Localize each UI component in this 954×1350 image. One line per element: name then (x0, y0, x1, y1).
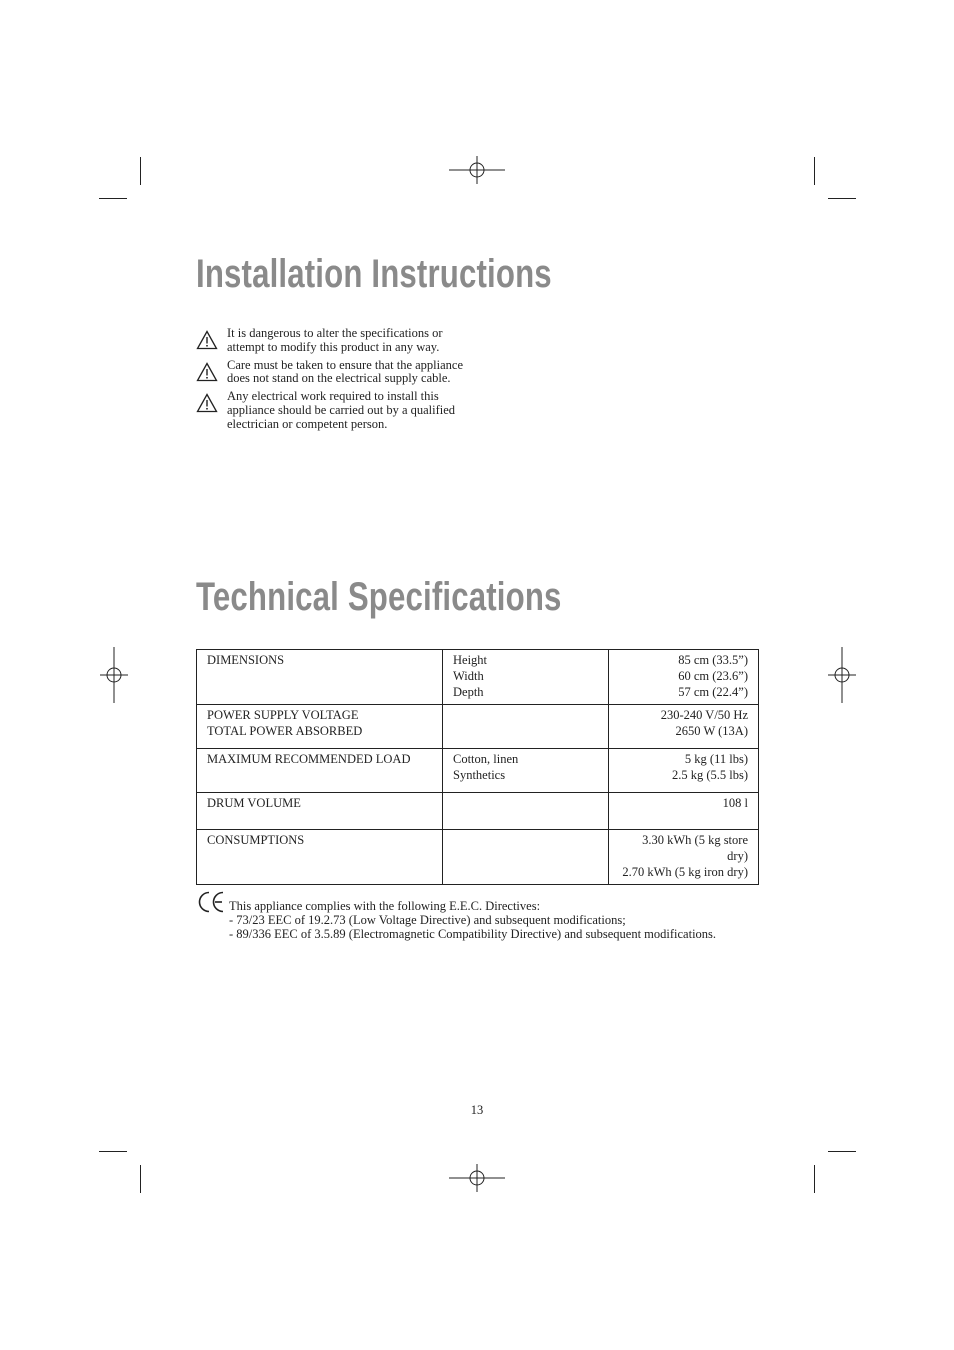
warning-list (196, 327, 496, 436)
spec-label: POWER SUPPLY VOLTAGE TOTAL POWER ABSORBED (197, 705, 443, 749)
registration-mark-icon (449, 1150, 505, 1206)
crop-mark (140, 1165, 141, 1193)
spec-label: MAXIMUM RECOMMENDED LOAD (197, 749, 443, 793)
registration-mark-icon (449, 142, 505, 198)
warning-item (196, 327, 496, 355)
warning-text: It is dangerous to alter the specifications or attempt to modify this product in any way. (227, 326, 443, 354)
spec-value: 3.30 kWh (5 kg store dry) 2.70 kWh (5 kg iron dry) (609, 830, 759, 885)
crop-mark (814, 1165, 815, 1193)
spec-value: 85 cm (33.5”) 60 cm (23.6”) 57 cm (22.4”) (609, 650, 759, 705)
warning-text: Care must be taken to ensure that the appliance does not stand on the electrical supply cable. (227, 357, 464, 386)
crop-mark (140, 157, 141, 185)
table-row (197, 749, 759, 793)
table-row (197, 650, 759, 705)
table-row (197, 793, 759, 830)
registration-mark-icon (86, 647, 142, 703)
compliance-intro: This appliance complies with the following E.E.C. Directives: (229, 899, 541, 913)
registration-mark-icon (814, 647, 870, 703)
warning-triangle-icon (196, 330, 218, 350)
table-row (197, 705, 759, 749)
warning-item (196, 359, 496, 387)
crop-mark (828, 1151, 856, 1152)
warning-triangle-icon (196, 393, 218, 413)
warning-text: Any electrical work required to install this appliance should be carried out by a qualified electrician or competent person. (227, 389, 456, 431)
warning-triangle-icon (196, 362, 218, 382)
spec-label: DIMENSIONS (197, 650, 443, 705)
page-number: 13 (470, 1103, 484, 1117)
crop-mark (828, 198, 856, 199)
spec-value: 5 kg (11 lbs) 2.5 kg (5.5 lbs) (609, 749, 759, 793)
crop-mark (814, 157, 815, 185)
compliance-text (229, 900, 716, 941)
spec-label: CONSUMPTIONS (197, 830, 443, 885)
crop-mark (99, 198, 127, 199)
spec-sub-label: Cotton, linen Synthetics (443, 749, 609, 793)
spec-label: DRUM VOLUME (197, 793, 443, 830)
spec-value: 108 l (609, 793, 759, 830)
crop-mark (99, 1151, 127, 1152)
spec-sub-label (443, 830, 609, 885)
spec-sub-label: Height Width Depth (443, 650, 609, 705)
spec-sub-label (443, 705, 609, 749)
directive-item: - 89/336 EEC of 3.5.89 (Electromagnetic Compatibility Directive) and subsequent modifications. (229, 926, 717, 941)
spec-table (196, 649, 759, 885)
ce-mark-icon (197, 890, 225, 914)
warning-item (196, 390, 496, 431)
technical-heading: Technical Specifications (196, 575, 562, 619)
table-row (197, 830, 759, 885)
spec-value: 230-240 V/50 Hz 2650 W (13A) (609, 705, 759, 749)
directive-item: - 73/23 EEC of 19.2.73 (Low Voltage Directive) and subsequent modifications; (229, 912, 626, 927)
spec-sub-label (443, 793, 609, 830)
installation-heading: Installation Instructions (196, 252, 552, 296)
